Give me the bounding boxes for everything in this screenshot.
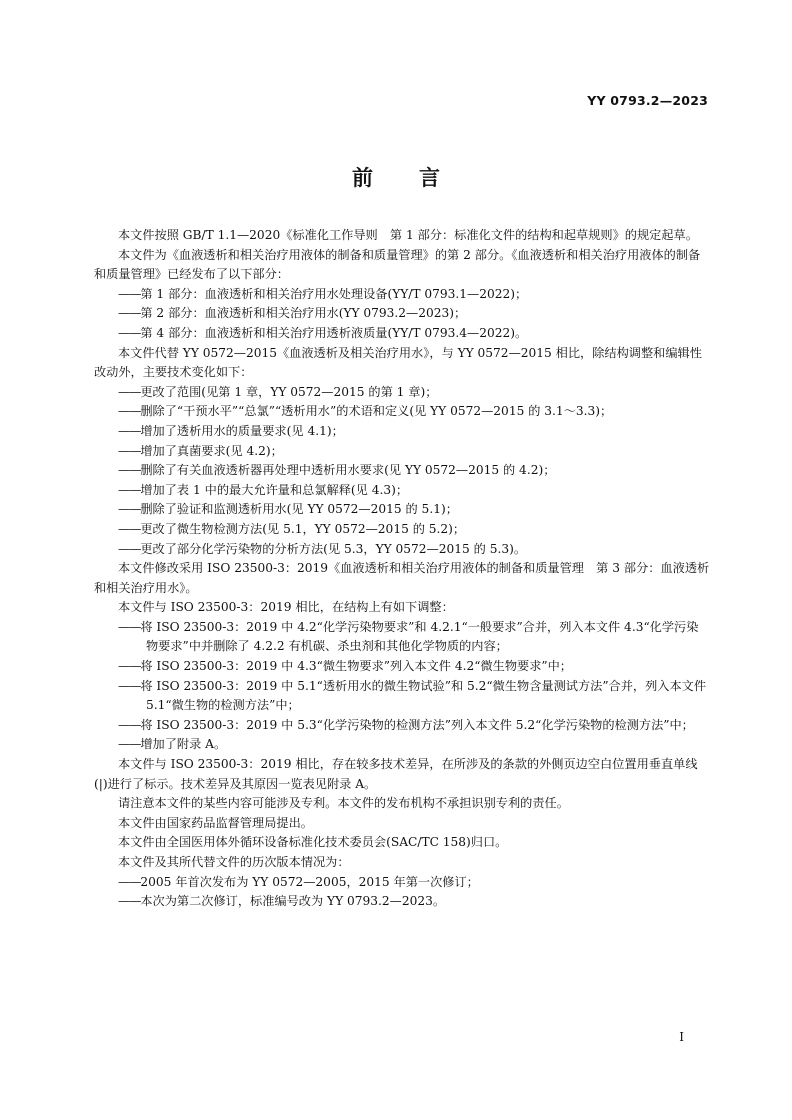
list-item	[94, 383, 710, 403]
list-item-text: 将 ISO 23500-3：2019 中 5.1“透析用水的微生物试验”和 5.2“微生物含量测试方法”合并，列入本文件 5.1“微生物的检测方法”中；	[140, 678, 707, 713]
paragraph: 本文件由全国医用体外循环设备标准化技术委员会(SAC/TC 158)归口。	[118, 835, 508, 850]
list-item	[94, 892, 710, 912]
list-item-text: 更改了部分化学污染物的分析方法(见 5.3，YY 0572—2015 的 5.3)。	[140, 541, 527, 556]
dash-marker: ——	[118, 874, 141, 889]
list-item	[94, 500, 710, 520]
dash-marker: ——	[118, 286, 141, 301]
dash-marker: ——	[118, 325, 141, 340]
dash-marker: ——	[118, 894, 141, 909]
list-item	[94, 324, 710, 344]
paragraph: 本文件修改采用 ISO 23500-3：2019《血液透析和相关治疗用液体的制备和质量管理 第 3 部分：血液透析和相关治疗用水》。	[94, 561, 710, 595]
list-item	[94, 657, 710, 677]
list-item-text: 将 ISO 23500-3：2019 中 4.2“化学污染物要求”和 4.2.1“一般要求”合并，列入本文件 4.3“化学污染物要求”中并删除了 4.2.2 有机碳、杀虫剂和其他化学物质的内容；	[140, 619, 699, 654]
list-item-text: 增加了真菌要求(见 4.2)；	[140, 443, 283, 458]
dash-marker: ——	[118, 482, 141, 497]
list-item	[94, 481, 710, 501]
dash-marker: ——	[118, 463, 141, 478]
list-item-text: 删除了“干预水平”“总氯”“透析用水”的术语和定义(见 YY 0572—2015 的 3.1～3.3)；	[140, 404, 613, 419]
foreword-body	[94, 226, 710, 912]
list-item-text: 将 ISO 23500-3：2019 中 5.3“化学污染物的检测方法”列入本文件 5.2“化学污染物的检测方法”中；	[140, 717, 694, 732]
list-item-text: 第 2 部分：血液透析和相关治疗用水(YY 0793.2—2023)；	[140, 306, 467, 321]
list-item	[94, 422, 710, 442]
list-item-text: 将 ISO 23500-3：2019 中 4.3“微生物要求”列入本文件 4.2“微生物要求”中；	[140, 659, 572, 674]
paragraph: 本文件为《血液透析和相关治疗用液体的制备和质量管理》的第 2 部分。《血液透析和相关治疗用液体的制备和质量管理》已经发布了以下部分：	[94, 247, 701, 282]
dash-marker: ——	[118, 737, 141, 752]
list-item	[94, 442, 710, 462]
list-item	[94, 716, 710, 736]
title-char-1: 前	[352, 166, 373, 190]
list-item-text: 增加了附录 A。	[140, 737, 227, 752]
list-item	[94, 520, 710, 540]
paragraph: 本文件与 ISO 23500-3：2019 相比，存在较多技术差异，在所涉及的条款的外侧页边空白位置用垂直单线(|)进行了标示。技术差异及其原因一览表见附录 A。	[94, 757, 698, 791]
page-number: I	[679, 1030, 684, 1044]
list-item	[94, 677, 710, 716]
dash-marker: ——	[118, 384, 141, 399]
list-item-text: 2005 年首次发布为 YY 0572—2005，2015 年第一次修订；	[140, 874, 479, 889]
dash-marker: ——	[118, 443, 141, 458]
list-item-text: 第 4 部分：血液透析和相关治疗用透析液质量(YY/T 0793.4—2022)。	[140, 325, 528, 340]
list-item	[94, 285, 710, 305]
list-item	[94, 735, 710, 755]
dash-marker: ——	[118, 541, 141, 556]
title-char-2: 言	[419, 166, 440, 190]
paragraph: 本文件按照 GB/T 1.1—2020《标准化工作导则 第 1 部分：标准化文件的结构和起草规则》的规定起草。	[118, 228, 698, 242]
list-item	[94, 540, 710, 560]
list-item	[94, 618, 710, 657]
list-item-text: 删除了验证和监测透析用水(见 YY 0572—2015 的 5.1)；	[140, 502, 458, 517]
dash-marker: ——	[118, 502, 141, 517]
dash-marker: ——	[118, 678, 141, 693]
list-item-text: 增加了表 1 中的最大允许量和总氯解释(见 4.3)；	[140, 482, 409, 497]
standard-code: YY 0793.2—2023	[587, 93, 708, 108]
paragraph: 本文件及其所代替文件的历次版本情况为：	[118, 855, 350, 869]
dash-marker: ——	[118, 717, 141, 732]
list-item-text: 第 1 部分：血液透析和相关治疗用水处理设备(YY/T 0793.1—2022)；	[140, 286, 528, 301]
dash-marker: ——	[118, 404, 141, 419]
list-item	[94, 461, 710, 481]
list-item-text: 删除了有关血液透析器再处理中透析用水要求(见 YY 0572—2015 的 4.2)；	[140, 463, 556, 478]
paragraph: 本文件代替 YY 0572—2015《血液透析及相关治疗用水》，与 YY 0572—2015 相比，除结构调整和编辑性改动外，主要技术变化如下：	[94, 345, 702, 380]
paragraph: 本文件由国家药品监督管理局提出。	[118, 815, 313, 830]
dash-marker: ——	[118, 423, 141, 438]
paragraph: 请注意本文件的某些内容可能涉及专利。本文件的发布机构不承担识别专利的责任。	[118, 796, 569, 811]
list-item	[94, 873, 710, 893]
dash-marker: ——	[118, 306, 141, 321]
list-item	[94, 402, 710, 422]
list-item-text: 更改了范围(见第 1 章，YY 0572—2015 的第 1 章)；	[140, 384, 438, 399]
page-title	[0, 162, 792, 192]
dash-marker: ——	[118, 619, 141, 634]
list-item-text: 本次为第二次修订，标准编号改为 YY 0793.2—2023。	[140, 894, 446, 909]
dash-marker: ——	[118, 521, 141, 536]
dash-marker: ——	[118, 659, 141, 674]
list-item	[94, 304, 710, 324]
paragraph: 本文件与 ISO 23500-3：2019 相比，在结构上有如下调整：	[118, 600, 454, 615]
list-item-text: 更改了微生物检测方法(见 5.1，YY 0572—2015 的 5.2)；	[140, 521, 466, 536]
list-item-text: 增加了透析用水的质量要求(见 4.1)；	[140, 423, 344, 438]
